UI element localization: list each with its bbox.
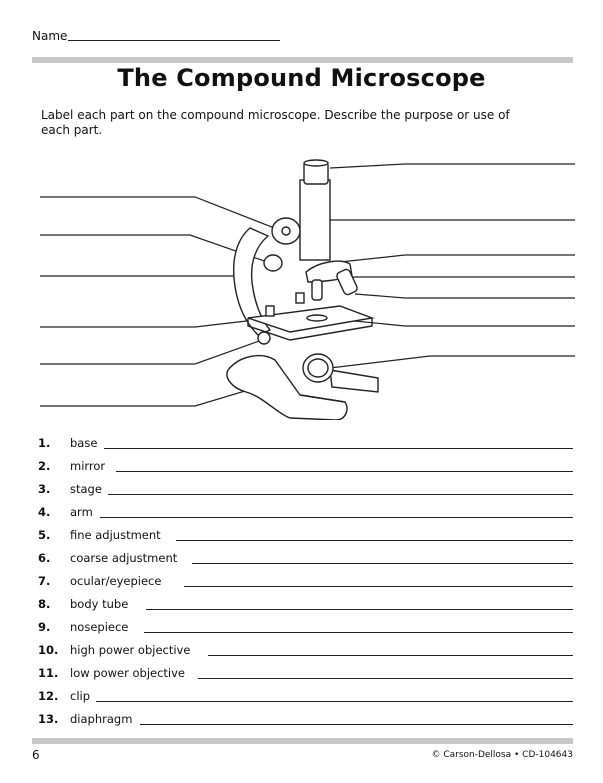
item-number: 9. (38, 620, 51, 634)
answer-line[interactable] (208, 655, 573, 656)
item-number: 13. (38, 712, 59, 726)
list-item (38, 459, 573, 482)
name-field-line[interactable] (68, 40, 280, 41)
item-label: diaphragm (70, 712, 133, 726)
item-label: coarse adjustment (70, 551, 178, 565)
parts-list (38, 436, 573, 735)
page-number: 6 (32, 748, 40, 762)
name-label: Name (32, 29, 68, 43)
list-item (38, 436, 573, 459)
label-line-right-1 (330, 164, 575, 168)
list-item (38, 528, 573, 551)
item-number: 3. (38, 482, 51, 496)
list-item (38, 620, 573, 643)
item-number: 11. (38, 666, 59, 680)
answer-line[interactable] (184, 586, 573, 587)
list-item (38, 689, 573, 712)
copyright-text: © Carson-Dellosa • CD-104643 (431, 750, 573, 760)
item-number: 2. (38, 459, 51, 473)
label-line-right-7 (330, 356, 575, 368)
answer-line[interactable] (146, 609, 573, 610)
instructions-text: Label each part on the compound microscope. Describe the purpose or use of each part. (41, 108, 510, 137)
list-item (38, 666, 573, 689)
page-title: The Compound Microscope (117, 64, 486, 92)
answer-line[interactable] (116, 471, 573, 472)
list-item (38, 643, 573, 666)
item-label: high power objective (70, 643, 191, 657)
list-item (38, 712, 573, 735)
item-label: base (70, 436, 98, 450)
top-divider-bar (32, 57, 573, 63)
item-label: body tube (70, 597, 129, 611)
item-label: ocular/eyepiece (70, 574, 162, 588)
item-number: 10. (38, 643, 59, 657)
label-line-right-6 (345, 320, 575, 326)
label-line-left-1 (40, 197, 282, 231)
item-label: low power objective (70, 666, 186, 680)
item-number: 8. (38, 597, 51, 611)
answer-line[interactable] (144, 632, 573, 633)
item-label: stage (70, 482, 102, 496)
item-label: fine adjustment (70, 528, 161, 542)
answer-line[interactable] (140, 724, 573, 725)
item-label: mirror (70, 459, 106, 473)
answer-line[interactable] (100, 517, 573, 518)
label-line-left-4 (40, 320, 255, 327)
list-item (38, 482, 573, 505)
item-number: 6. (38, 551, 51, 565)
label-line-left-6 (40, 385, 265, 406)
answer-line[interactable] (176, 540, 573, 541)
label-line-right-3 (340, 255, 575, 262)
item-number: 1. (38, 436, 51, 450)
list-item (38, 551, 573, 574)
label-line-right-5 (355, 294, 575, 298)
item-number: 4. (38, 505, 51, 519)
answer-line[interactable] (198, 678, 573, 679)
microscope-diagram (0, 150, 603, 420)
list-item (38, 505, 573, 528)
bottom-divider-bar (32, 738, 573, 744)
item-label: clip (70, 689, 91, 703)
answer-line[interactable] (108, 494, 573, 495)
microscope-illustration (227, 160, 378, 420)
item-label: nosepiece (70, 620, 129, 634)
answer-line[interactable] (192, 563, 573, 564)
item-number: 12. (38, 689, 59, 703)
answer-line[interactable] (104, 448, 573, 449)
item-number: 5. (38, 528, 51, 542)
list-item (38, 597, 573, 620)
item-number: 7. (38, 574, 51, 588)
item-label: arm (70, 505, 93, 519)
label-line-left-5 (40, 340, 262, 364)
answer-line[interactable] (96, 701, 573, 702)
list-item (38, 574, 573, 597)
